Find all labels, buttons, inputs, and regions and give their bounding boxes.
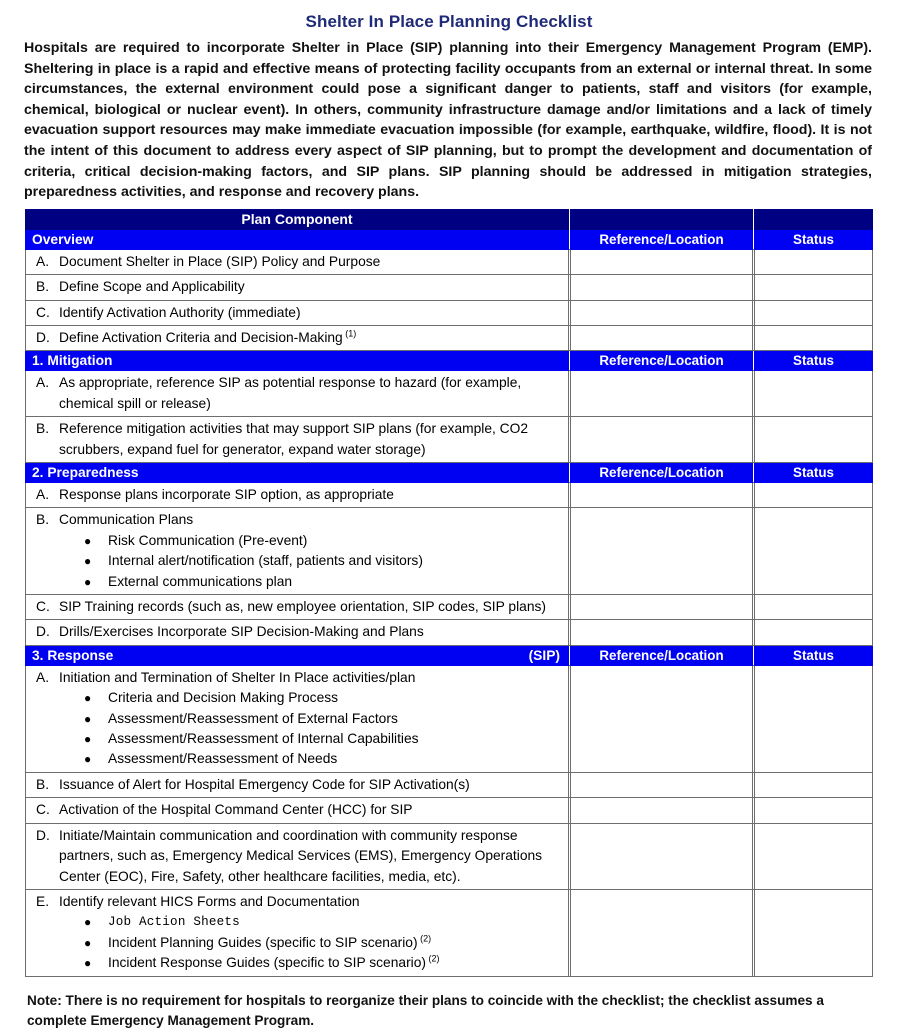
item-text: Response plans incorporate SIP option, as appropriate <box>59 487 394 502</box>
status-cell[interactable] <box>755 772 873 797</box>
bullet-text: Internal alert/notification (staff, patients and visitors) <box>108 553 423 569</box>
plan-component-cell <box>26 889 569 976</box>
plan-component-cell <box>26 371 569 417</box>
status-cell[interactable] <box>755 371 873 417</box>
bullet-dot-icon: ● <box>84 935 92 950</box>
bullet-text: Assessment/Reassessment of Internal Capabilities <box>108 731 419 747</box>
item-text: As appropriate, reference SIP as potential response to hazard (for example, chemical spill or release) <box>59 375 522 411</box>
bullet-dot-icon: ● <box>84 732 92 747</box>
table-row <box>26 772 873 797</box>
plan-component-cell <box>26 620 569 645</box>
footnote-marker: (2) <box>426 953 440 964</box>
bullet-item <box>26 531 564 551</box>
status-cell[interactable] <box>755 798 873 823</box>
reference-location-cell[interactable] <box>571 249 753 274</box>
bullet-item <box>26 572 564 592</box>
reference-location-cell[interactable] <box>571 300 753 325</box>
bullet-text: Assessment/Reassessment of Needs <box>108 751 338 767</box>
bullet-dot-icon: ● <box>84 752 92 767</box>
item-text: Define Scope and Applicability <box>59 279 245 295</box>
item-letter: A. <box>36 487 50 502</box>
footer-note: Note: There is no requirement for hospitals to reorganize their plans to coincide with the checklist; the checklist assumes a complete Emergency Management Program. <box>27 992 824 1028</box>
banner-reference-cell <box>571 209 753 229</box>
bullet-dot-icon: ● <box>84 915 92 930</box>
section-reference-header-cell <box>571 463 753 483</box>
plan-component-cell <box>26 772 569 797</box>
section-status-header-cell <box>755 351 873 371</box>
bullet-text: Job Action Sheets <box>108 915 240 930</box>
section-label: 1. Mitigation <box>32 353 113 369</box>
item-text: Activation of the Hospital Command Center (HCC) for SIP <box>59 802 413 818</box>
item-letter: D. <box>36 329 50 345</box>
column-header-reference: Reference/Location <box>599 647 724 663</box>
reference-location-cell[interactable] <box>571 798 753 823</box>
section-header-1-mitigation <box>26 351 873 371</box>
section-status-header-cell <box>755 645 873 665</box>
column-header-status: Status <box>793 231 834 247</box>
bullet-item <box>26 551 564 571</box>
plan-component-cell <box>26 417 569 463</box>
reference-location-cell[interactable] <box>571 823 753 889</box>
bullet-dot-icon: ● <box>84 574 92 589</box>
status-cell[interactable] <box>755 508 873 595</box>
bullet-text: Assessment/Reassessment of External Factors <box>108 710 398 726</box>
item-letter: B. <box>36 512 50 528</box>
plan-component-cell <box>26 823 569 889</box>
bullet-item <box>26 953 564 973</box>
column-header-status: Status <box>793 647 834 663</box>
item-letter: C. <box>36 599 50 615</box>
section-reference-header-cell <box>571 351 753 371</box>
table-row <box>26 300 873 325</box>
item-text: Issuance of Alert for Hospital Emergency Code for SIP Activation(s) <box>59 776 470 792</box>
item-text: Identify relevant HICS Forms and Documentation <box>59 893 360 909</box>
item-letter: A. <box>36 375 50 391</box>
section-label-cell <box>26 229 569 249</box>
item-letter: B. <box>36 776 50 792</box>
item-text: Identify Activation Authority (immediate) <box>59 304 301 320</box>
item-text: Communication Plans <box>59 512 194 528</box>
plan-component-cell <box>26 300 569 325</box>
bullet-text: Criteria and Decision Making Process <box>108 690 339 706</box>
bullet-item <box>26 709 564 729</box>
intro-paragraph: Hospitals are required to incorporate Shelter in Place (SIP) planning into their Emergency Management Program (EMP). Sheltering in place is a rapid and effective means of protecting facility occupants from an external or internal threat. In some circumstances, the external environment could pose a significant danger to patients, staff and visitors (for example, chemical, biological or nuclear event). In others, community infrastructure damage and/or limitations and a lack of timely evacuation support resources may make immediate evacuation impossible (for example, earthquake, wildfire, flood). It is not the intent of this document to address every aspect of SIP planning, but to prompt the development and documentation of criteria, critical decision-making factors, and SIP plans. SIP planning should be addressed in mitigation strategies, preparedness activities, and response and recovery plans. <box>24 40 872 201</box>
item-letter: B. <box>36 279 50 295</box>
bullet-list <box>26 912 564 973</box>
table-row <box>26 417 873 463</box>
status-cell[interactable] <box>755 249 873 274</box>
column-header-reference: Reference/Location <box>599 231 724 247</box>
plan-component-cell <box>26 275 569 300</box>
item-text: Document Shelter in Place (SIP) Policy and Purpose <box>59 253 381 269</box>
status-cell[interactable] <box>755 665 873 772</box>
checklist-table <box>25 209 873 977</box>
banner-title-cell: Plan Component <box>26 209 569 229</box>
section-header-overview <box>26 229 873 249</box>
reference-location-cell[interactable] <box>571 371 753 417</box>
item-text: SIP Training records (such as, new employee orientation, SIP codes, SIP plans) <box>59 599 546 615</box>
bullet-item <box>26 749 564 769</box>
status-cell[interactable] <box>755 325 873 350</box>
item-letter: A. <box>36 253 50 269</box>
status-cell[interactable] <box>755 595 873 620</box>
table-row <box>26 889 873 976</box>
plan-component-cell <box>26 595 569 620</box>
checklist-table-body <box>26 209 873 976</box>
reference-location-cell[interactable] <box>571 508 753 595</box>
bullet-item <box>26 933 564 953</box>
section-label-cell <box>26 645 569 665</box>
section-label: 2. Preparedness <box>32 465 139 480</box>
item-text: Drills/Exercises Incorporate SIP Decision-Making and Plans <box>59 624 424 640</box>
table-row <box>26 508 873 595</box>
status-cell[interactable] <box>755 483 873 508</box>
section-label: 3. Response (SIP) <box>32 647 560 663</box>
table-row <box>26 823 873 889</box>
bullet-item <box>26 688 564 708</box>
status-cell[interactable] <box>755 417 873 463</box>
reference-location-cell[interactable] <box>571 889 753 976</box>
table-row <box>26 595 873 620</box>
item-letter: B. <box>36 421 50 437</box>
section-header-3-response <box>26 645 873 665</box>
page-title: Shelter In Place Planning Checklist <box>305 12 593 31</box>
table-row <box>26 371 873 417</box>
section-label-cell <box>26 351 569 371</box>
bullet-dot-icon: ● <box>84 554 92 569</box>
item-text: Initiate/Maintain communication and coordination with community response partners, such as, Emergency Medical Services (EMS), Emergency Operations Center (EOC), Fire, Safety, other healthcare facilities, media, etc). <box>59 827 543 884</box>
bullet-dot-icon: ● <box>84 691 92 706</box>
bullet-text: External communications plan <box>108 573 293 589</box>
reference-location-cell[interactable] <box>571 772 753 797</box>
section-label: Overview <box>32 231 94 247</box>
status-cell[interactable] <box>755 300 873 325</box>
reference-location-cell[interactable] <box>571 483 753 508</box>
banner-status-cell <box>755 209 873 229</box>
plan-component-cell <box>26 798 569 823</box>
column-header-reference: Reference/Location <box>599 353 724 369</box>
status-cell[interactable] <box>755 823 873 889</box>
column-header-status: Status <box>793 353 834 369</box>
item-text: Initiation and Termination of Shelter In Place activities/plan <box>59 669 416 685</box>
checklist-table-container <box>25 209 872 977</box>
status-cell[interactable] <box>755 275 873 300</box>
table-row <box>26 620 873 645</box>
column-header-reference: Reference/Location <box>599 465 724 480</box>
reference-location-cell[interactable] <box>571 620 753 645</box>
table-row <box>26 798 873 823</box>
section-reference-header-cell <box>571 229 753 249</box>
document-page <box>0 12 898 1036</box>
reference-location-cell[interactable] <box>571 275 753 300</box>
table-row <box>26 275 873 300</box>
bullet-dot-icon: ● <box>84 711 92 726</box>
section-tag: (SIP) <box>528 647 560 663</box>
item-letter: D. <box>36 624 50 640</box>
table-row <box>26 325 873 350</box>
item-letter: A. <box>36 669 50 685</box>
status-cell[interactable] <box>755 620 873 645</box>
plan-component-cell <box>26 483 569 508</box>
section-header-2-preparedness <box>26 463 873 483</box>
bullet-item <box>26 912 564 932</box>
item-letter: C. <box>36 304 50 320</box>
section-status-header-cell <box>755 463 873 483</box>
reference-location-cell[interactable] <box>571 665 753 772</box>
footnote-marker: (1) <box>342 328 357 339</box>
reference-location-cell[interactable] <box>571 417 753 463</box>
table-banner-row <box>26 209 873 229</box>
status-cell[interactable] <box>755 889 873 976</box>
reference-location-cell[interactable] <box>571 325 753 350</box>
bullet-list <box>26 688 564 770</box>
item-text: Define Activation Criteria and Decision-Making $^{(1)}$ <box>59 328 357 345</box>
item-text: Reference mitigation activities that may support SIP plans (for example, CO2 scrubbers, expand fuel for generator, expand water storage) <box>59 421 529 457</box>
item-letter: D. <box>36 827 50 843</box>
section-label-cell <box>26 463 569 483</box>
bullet-text: Incident Planning Guides (specific to SIP scenario) $^{(2)}$ <box>108 933 432 950</box>
footnote-marker: (2) <box>417 933 432 944</box>
item-letter: C. <box>36 802 50 818</box>
column-header-status: Status <box>793 465 834 480</box>
plan-component-cell <box>26 325 569 350</box>
bullet-dot-icon: ● <box>84 533 92 548</box>
reference-location-cell[interactable] <box>571 595 753 620</box>
plan-component-cell <box>26 508 569 595</box>
bullet-item <box>26 729 564 749</box>
section-reference-header-cell <box>571 645 753 665</box>
table-row <box>26 665 873 772</box>
bullet-text: Risk Communication (Pre-event) <box>108 532 308 548</box>
bullet-list <box>26 531 564 592</box>
bullet-dot-icon: ● <box>84 956 92 971</box>
section-status-header-cell <box>755 229 873 249</box>
item-letter: E. <box>36 893 50 909</box>
bullet-text: Incident Response Guides (specific to SIP scenario) $^{(2)}$ <box>108 953 440 971</box>
table-row <box>26 249 873 274</box>
plan-component-cell <box>26 249 569 274</box>
plan-component-cell <box>26 665 569 772</box>
table-row <box>26 483 873 508</box>
